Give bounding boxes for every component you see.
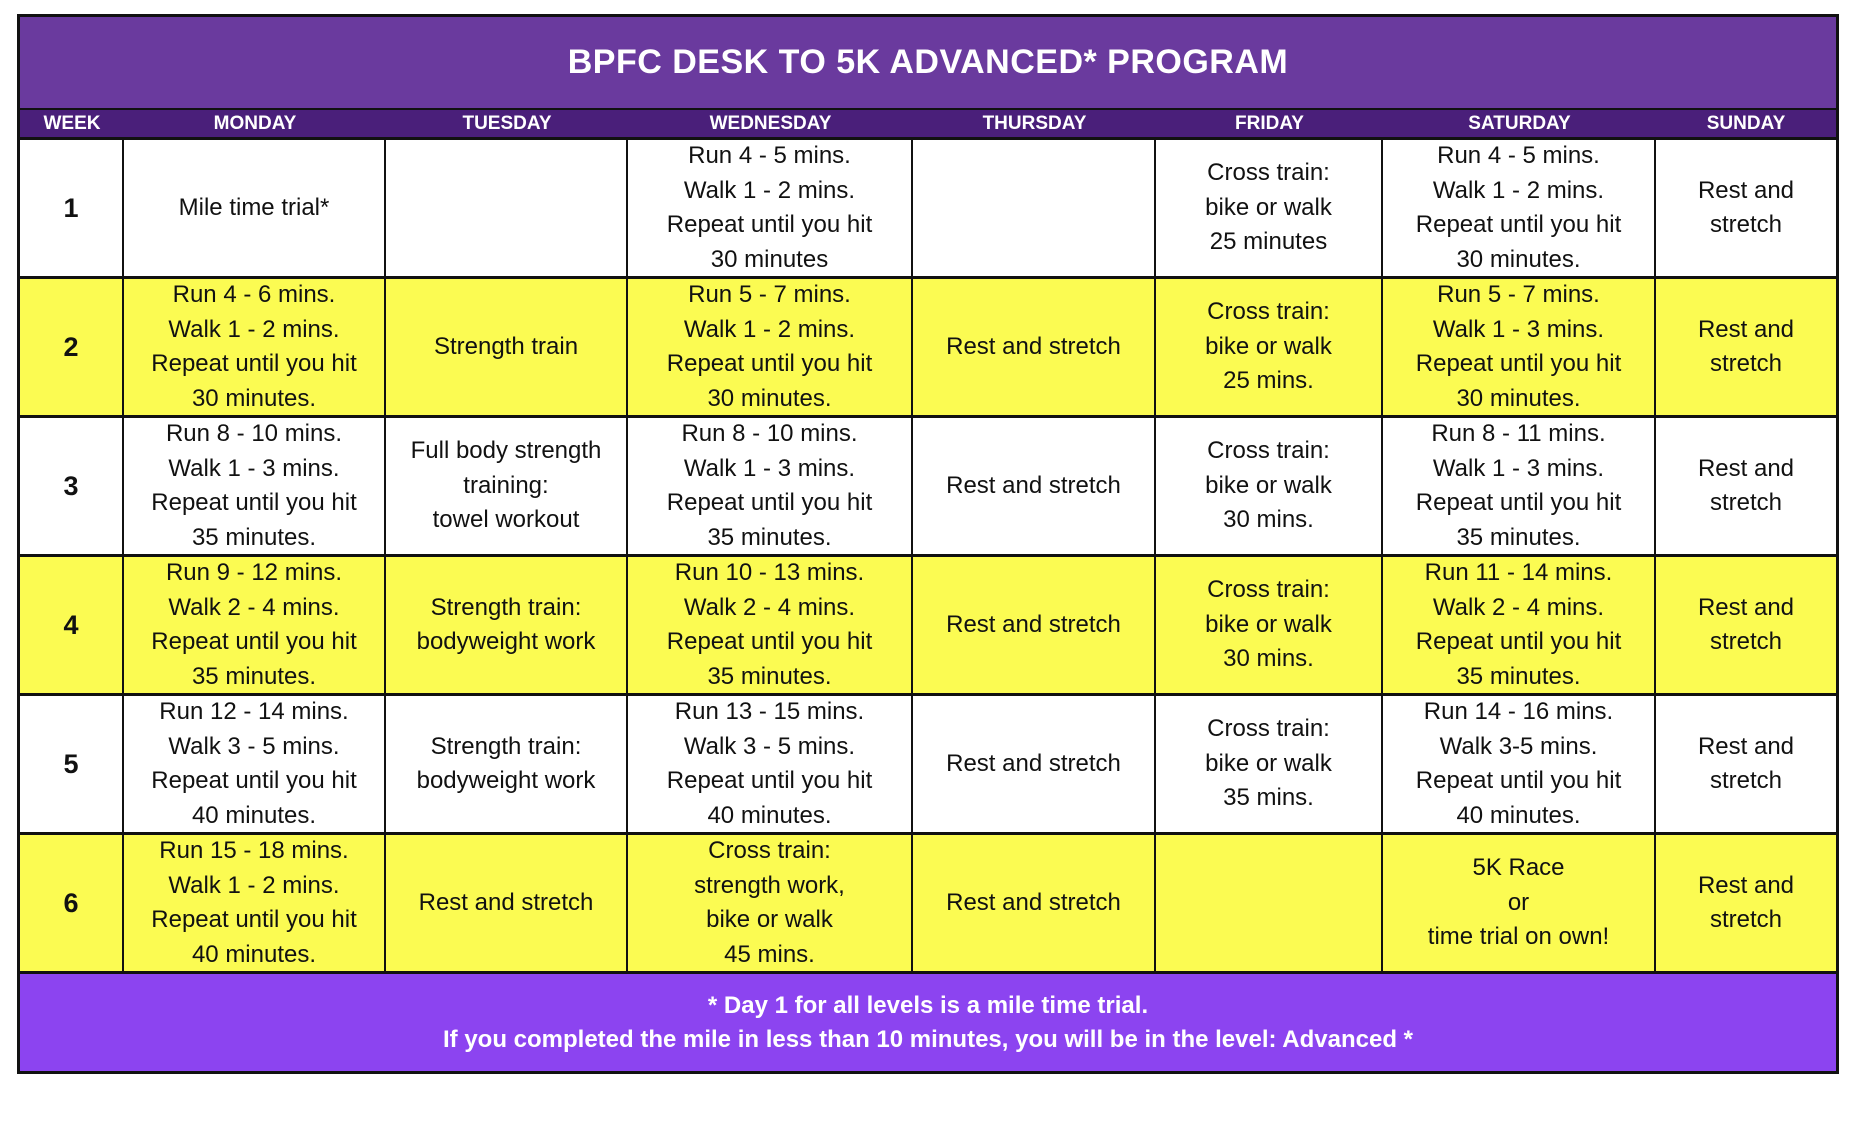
header-friday: FRIDAY xyxy=(1156,110,1383,140)
footnote-line-2: If you completed the mile in less than 10 minutes, you will be in the level: Advanced * xyxy=(442,1025,1413,1053)
week-number: 1 xyxy=(20,140,124,279)
cell-sunday: Rest and stretch xyxy=(1656,140,1836,279)
cell-sunday: Rest and stretch xyxy=(1656,557,1836,696)
cell-tuesday xyxy=(386,140,628,279)
cell-monday: Mile time trial* xyxy=(124,140,386,279)
cell-tuesday: Strength train: bodyweight work xyxy=(386,557,628,696)
cell-wednesday: Run 8 - 10 mins. Walk 1 - 3 mins. Repeat until you hit 35 minutes. xyxy=(628,418,913,557)
page-title: BPFC DESK TO 5K ADVANCED* PROGRAM xyxy=(20,17,1836,110)
cell-monday: Run 12 - 14 mins. Walk 3 - 5 mins. Repeat until you hit 40 minutes. xyxy=(124,696,386,835)
header-monday: MONDAY xyxy=(124,110,386,140)
cell-friday: Cross train: bike or walk 25 mins. xyxy=(1156,279,1383,418)
cell-tuesday: Strength train: bodyweight work xyxy=(386,696,628,835)
program-table xyxy=(17,14,1839,1074)
header-wednesday: WEDNESDAY xyxy=(628,110,913,140)
footnote-line-1: * Day 1 for all levels is a mile time trial. xyxy=(707,991,1149,1019)
cell-thursday: Rest and stretch xyxy=(913,696,1156,835)
cell-thursday: Rest and stretch xyxy=(913,557,1156,696)
cell-wednesday: Run 10 - 13 mins. Walk 2 - 4 mins. Repeat until you hit 35 minutes. xyxy=(628,557,913,696)
cell-friday: Cross train: bike or walk 25 minutes xyxy=(1156,140,1383,279)
cell-sunday: Rest and stretch xyxy=(1656,835,1836,974)
cell-saturday: 5K Race or time trial on own! xyxy=(1383,835,1656,974)
week-number: 6 xyxy=(20,835,124,974)
cell-wednesday: Run 13 - 15 mins. Walk 3 - 5 mins. Repeat until you hit 40 minutes. xyxy=(628,696,913,835)
cell-tuesday: Rest and stretch xyxy=(386,835,628,974)
header-saturday: SATURDAY xyxy=(1383,110,1656,140)
cell-saturday: Run 4 - 5 mins. Walk 1 - 2 mins. Repeat until you hit 30 minutes. xyxy=(1383,140,1656,279)
cell-friday: Cross train: bike or walk 35 mins. xyxy=(1156,696,1383,835)
header-sunday: SUNDAY xyxy=(1656,110,1836,140)
cell-monday: Run 9 - 12 mins. Walk 2 - 4 mins. Repeat until you hit 35 minutes. xyxy=(124,557,386,696)
cell-thursday: Rest and stretch xyxy=(913,835,1156,974)
cell-wednesday: Cross train: strength work, bike or walk 45 mins. xyxy=(628,835,913,974)
cell-friday xyxy=(1156,835,1383,974)
cell-saturday: Run 14 - 16 mins. Walk 3-5 mins. Repeat until you hit 40 minutes. xyxy=(1383,696,1656,835)
week-number: 2 xyxy=(20,279,124,418)
week-number: 5 xyxy=(20,696,124,835)
cell-thursday: Rest and stretch xyxy=(913,279,1156,418)
cell-tuesday: Strength train xyxy=(386,279,628,418)
cell-saturday: Run 8 - 11 mins. Walk 1 - 3 mins. Repeat until you hit 35 minutes. xyxy=(1383,418,1656,557)
cell-monday: Run 8 - 10 mins. Walk 1 - 3 mins. Repeat until you hit 35 minutes. xyxy=(124,418,386,557)
cell-sunday: Rest and stretch xyxy=(1656,279,1836,418)
cell-monday: Run 15 - 18 mins. Walk 1 - 2 mins. Repeat until you hit 40 minutes. xyxy=(124,835,386,974)
cell-friday: Cross train: bike or walk 30 mins. xyxy=(1156,418,1383,557)
cell-wednesday: Run 5 - 7 mins. Walk 1 - 2 mins. Repeat until you hit 30 minutes. xyxy=(628,279,913,418)
cell-saturday: Run 5 - 7 mins. Walk 1 - 3 mins. Repeat until you hit 30 minutes. xyxy=(1383,279,1656,418)
cell-sunday: Rest and stretch xyxy=(1656,696,1836,835)
cell-monday: Run 4 - 6 mins. Walk 1 - 2 mins. Repeat until you hit 30 minutes. xyxy=(124,279,386,418)
week-number: 3 xyxy=(20,418,124,557)
cell-thursday xyxy=(913,140,1156,279)
cell-sunday: Rest and stretch xyxy=(1656,418,1836,557)
week-number: 4 xyxy=(20,557,124,696)
header-thursday: THURSDAY xyxy=(913,110,1156,140)
footnote xyxy=(20,974,1836,1071)
cell-friday: Cross train: bike or walk 30 mins. xyxy=(1156,557,1383,696)
cell-thursday: Rest and stretch xyxy=(913,418,1156,557)
header-tuesday: TUESDAY xyxy=(386,110,628,140)
cell-wednesday: Run 4 - 5 mins. Walk 1 - 2 mins. Repeat until you hit 30 minutes xyxy=(628,140,913,279)
header-week: WEEK xyxy=(20,110,124,140)
cell-saturday: Run 11 - 14 mins. Walk 2 - 4 mins. Repeat until you hit 35 minutes. xyxy=(1383,557,1656,696)
cell-tuesday: Full body strength training: towel workout xyxy=(386,418,628,557)
